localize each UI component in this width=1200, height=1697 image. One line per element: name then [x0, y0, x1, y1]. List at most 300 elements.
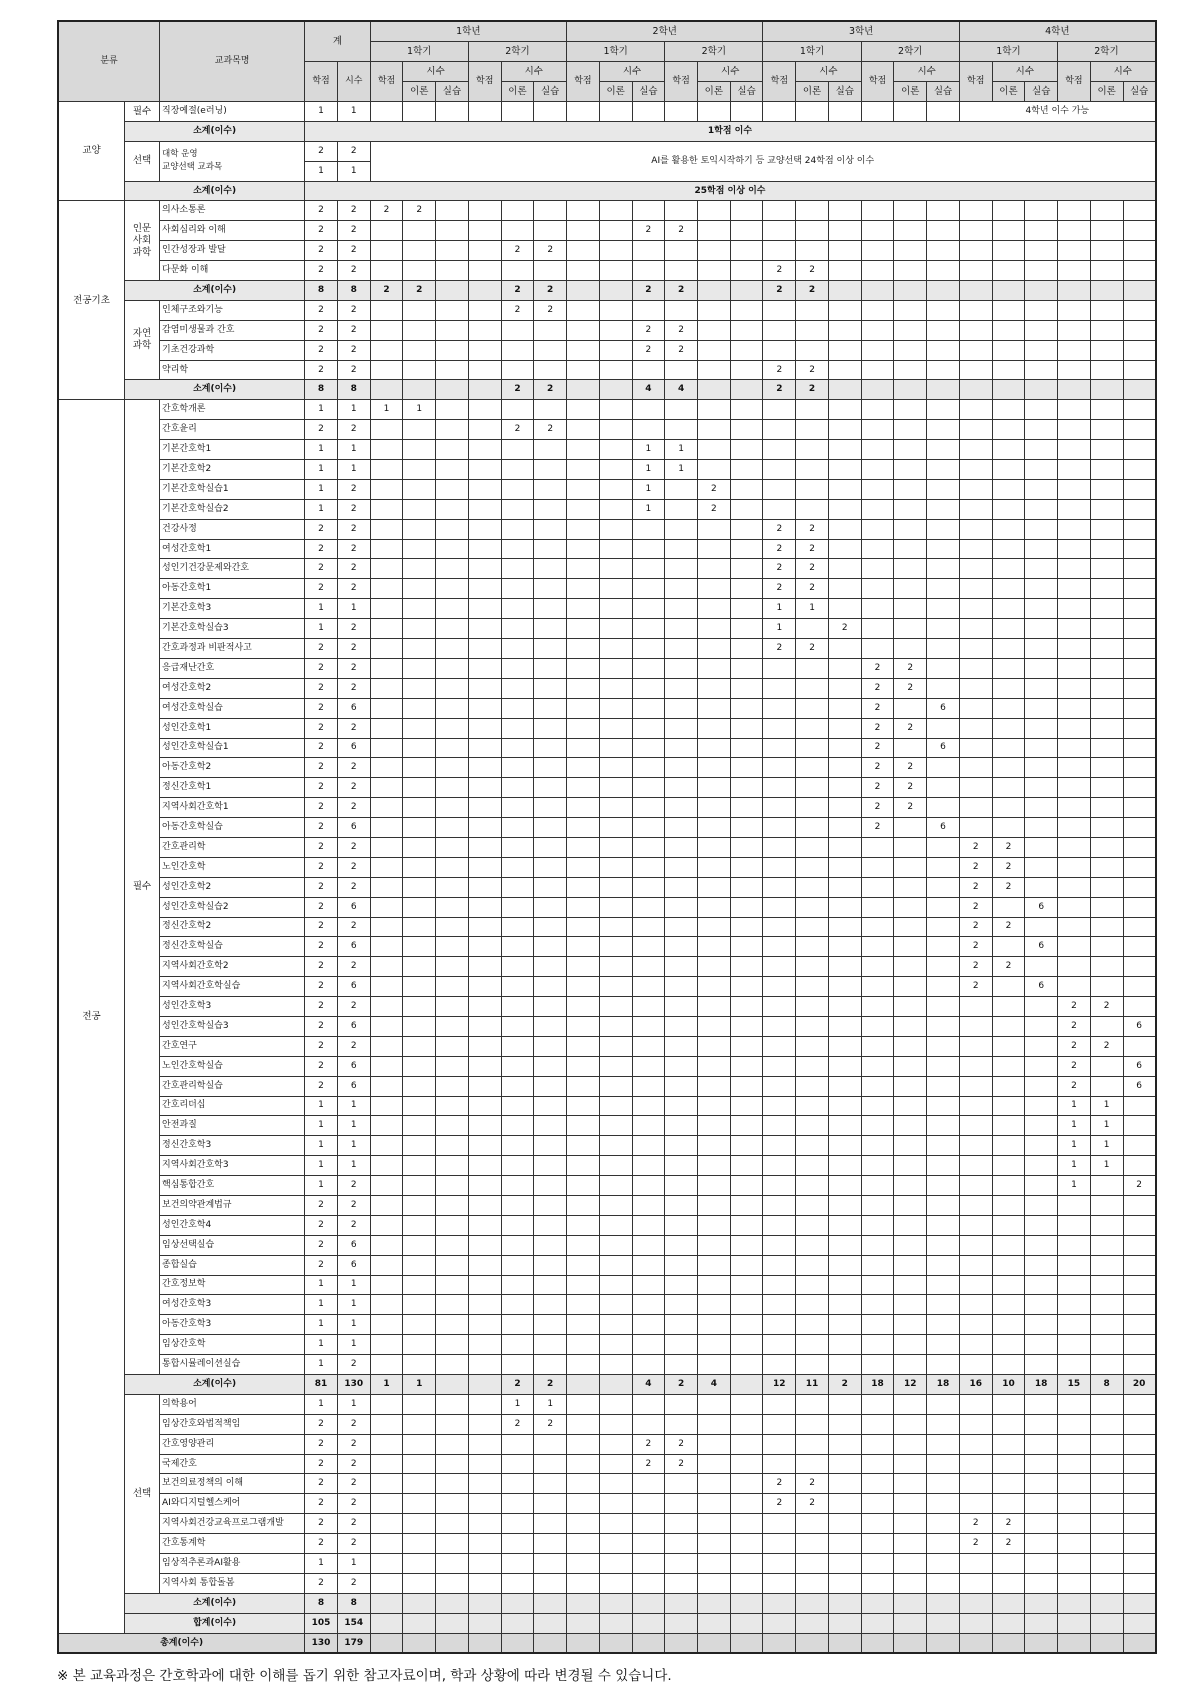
course-name: 직장예절(e러닝) — [160, 102, 305, 122]
value-cell — [927, 1036, 960, 1056]
value-cell — [796, 1275, 829, 1295]
value-cell — [599, 102, 632, 122]
value-cell — [436, 1434, 469, 1454]
value-cell — [534, 1573, 567, 1593]
value-cell — [632, 1315, 665, 1335]
value-cell — [1058, 1554, 1091, 1574]
course-name: 간호통계학 — [160, 1534, 305, 1554]
value-cell — [1123, 420, 1156, 440]
value-cell — [992, 1195, 1025, 1215]
value-cell — [1090, 1474, 1123, 1494]
total-credit: 2 — [305, 658, 338, 678]
value-cell: 2 — [665, 221, 698, 241]
value-cell: 2 — [894, 658, 927, 678]
value-cell — [927, 758, 960, 778]
course-name: 기본간호학1 — [160, 440, 305, 460]
value-cell — [567, 1514, 600, 1534]
total-credit: 2 — [305, 937, 338, 957]
header-practice: 실습 — [1123, 82, 1156, 102]
value-cell — [436, 1076, 469, 1096]
table-row — [58, 1434, 1156, 1454]
course-name: 감염미생물과 간호 — [160, 320, 305, 340]
value-cell — [632, 818, 665, 838]
value-cell — [927, 897, 960, 917]
table-row — [58, 1056, 1156, 1076]
value-cell — [697, 1633, 730, 1653]
value-cell — [599, 1215, 632, 1235]
value-cell: 20 — [1123, 1375, 1156, 1395]
total-hours: 2 — [337, 778, 370, 798]
value-cell — [665, 1593, 698, 1613]
value-cell — [468, 1156, 501, 1176]
value-cell — [599, 957, 632, 977]
value-cell — [697, 1156, 730, 1176]
value-cell — [468, 201, 501, 221]
value-cell — [927, 519, 960, 539]
value-cell — [599, 1275, 632, 1295]
value-cell — [665, 400, 698, 420]
value-cell: 4 — [632, 1375, 665, 1395]
value-cell — [697, 1016, 730, 1036]
value-cell — [468, 1454, 501, 1474]
value-cell — [665, 877, 698, 897]
table-row — [58, 698, 1156, 718]
value-cell — [1025, 818, 1058, 838]
value-cell — [730, 877, 763, 897]
value-cell — [828, 1633, 861, 1653]
value-cell — [697, 678, 730, 698]
value-cell — [632, 360, 665, 380]
value-cell — [697, 340, 730, 360]
value-cell — [1025, 579, 1058, 599]
value-cell — [370, 300, 403, 320]
value-cell: 2 — [828, 619, 861, 639]
header-semester: 2학기 — [861, 42, 959, 62]
value-cell — [1123, 261, 1156, 281]
value-cell — [927, 201, 960, 221]
value-cell — [697, 917, 730, 937]
value-cell — [468, 1355, 501, 1375]
value-cell — [370, 340, 403, 360]
value-cell — [1025, 1215, 1058, 1235]
value-cell — [697, 1056, 730, 1076]
value-cell — [534, 957, 567, 977]
total-hours: 1 — [337, 1554, 370, 1574]
value-cell — [599, 1096, 632, 1116]
value-cell — [632, 1255, 665, 1275]
value-cell — [697, 1215, 730, 1235]
total-credit: 1 — [305, 1315, 338, 1335]
value-cell — [697, 1176, 730, 1196]
value-cell — [894, 1156, 927, 1176]
value-cell — [1090, 917, 1123, 937]
value-cell — [697, 1573, 730, 1593]
value-cell — [468, 818, 501, 838]
value-cell — [763, 1534, 796, 1554]
value-cell — [599, 360, 632, 380]
value-cell — [861, 360, 894, 380]
table-row — [58, 360, 1156, 380]
value-cell — [468, 1215, 501, 1235]
value-cell — [599, 917, 632, 937]
header-total: 계 — [305, 21, 370, 62]
value-cell — [1090, 380, 1123, 400]
value-cell — [599, 340, 632, 360]
value-cell — [927, 380, 960, 400]
course-name: 핵심통합간호 — [160, 1176, 305, 1196]
value-cell — [370, 897, 403, 917]
value-cell — [1123, 1554, 1156, 1574]
value-cell: 1 — [1058, 1116, 1091, 1136]
value-cell — [632, 738, 665, 758]
value-cell — [1025, 658, 1058, 678]
value-cell — [1123, 201, 1156, 221]
value-cell — [959, 1414, 992, 1434]
value-cell — [730, 957, 763, 977]
value-cell — [599, 440, 632, 460]
value-cell — [403, 440, 436, 460]
value-cell — [1025, 758, 1058, 778]
value-cell — [959, 738, 992, 758]
value-cell — [1090, 1275, 1123, 1295]
value-cell — [403, 639, 436, 659]
value-cell: 6 — [1123, 1076, 1156, 1096]
value-cell — [861, 977, 894, 997]
table-row — [58, 619, 1156, 639]
course-name: 간호영양관리 — [160, 1434, 305, 1454]
value-cell: 2 — [665, 1434, 698, 1454]
value-cell — [894, 1176, 927, 1196]
value-cell — [501, 1494, 534, 1514]
value-cell — [796, 1215, 829, 1235]
value-cell — [861, 320, 894, 340]
total-credit: 2 — [305, 698, 338, 718]
value-cell — [1090, 1255, 1123, 1275]
value-cell — [501, 1534, 534, 1554]
value-cell — [632, 241, 665, 261]
value-cell — [730, 1414, 763, 1434]
value-cell — [1058, 1394, 1091, 1414]
header-semester: 1학기 — [763, 42, 861, 62]
value-cell — [861, 400, 894, 420]
value-cell — [501, 877, 534, 897]
course-name: 아동간호학실습 — [160, 818, 305, 838]
header-practice: 실습 — [730, 82, 763, 102]
value-cell — [959, 1096, 992, 1116]
value-cell — [697, 320, 730, 340]
value-cell — [796, 678, 829, 698]
value-cell — [796, 837, 829, 857]
total-hours: 6 — [337, 897, 370, 917]
table-row — [58, 539, 1156, 559]
value-cell — [828, 857, 861, 877]
value-cell — [403, 1494, 436, 1514]
value-cell — [697, 1315, 730, 1335]
value-cell — [959, 1156, 992, 1176]
value-cell — [828, 1096, 861, 1116]
value-cell: 2 — [959, 937, 992, 957]
value-cell — [632, 261, 665, 281]
total-hours: 2 — [337, 658, 370, 678]
value-cell — [828, 420, 861, 440]
value-cell — [403, 658, 436, 678]
value-cell — [632, 1195, 665, 1215]
value-cell — [1025, 1613, 1058, 1633]
table-row — [58, 738, 1156, 758]
course-name: 간호정보학 — [160, 1275, 305, 1295]
total-hours: 2 — [337, 997, 370, 1017]
value-cell — [1025, 400, 1058, 420]
value-cell — [534, 1315, 567, 1335]
value-cell — [599, 718, 632, 738]
course-name: 기초건강과학 — [160, 340, 305, 360]
value-cell — [796, 798, 829, 818]
value-cell — [959, 559, 992, 579]
value-cell — [1123, 738, 1156, 758]
course-name: 정신간호학2 — [160, 917, 305, 937]
value-cell — [1090, 479, 1123, 499]
value-cell — [763, 897, 796, 917]
value-cell — [370, 1215, 403, 1235]
value-cell — [861, 1116, 894, 1136]
value-cell — [894, 1036, 927, 1056]
table-row — [58, 1295, 1156, 1315]
value-cell — [730, 201, 763, 221]
value-cell — [632, 300, 665, 320]
value-cell — [1123, 917, 1156, 937]
value-cell — [599, 1116, 632, 1136]
value-cell — [534, 1454, 567, 1474]
value-cell — [894, 1514, 927, 1534]
course-name: 임상적추론과AI활용 — [160, 1554, 305, 1574]
value-cell — [468, 997, 501, 1017]
value-cell — [1058, 201, 1091, 221]
value-cell — [763, 1156, 796, 1176]
value-cell — [665, 360, 698, 380]
value-cell — [730, 1434, 763, 1454]
group-cell: 선택 — [125, 141, 160, 181]
value-cell — [697, 201, 730, 221]
value-cell: 1 — [1090, 1156, 1123, 1176]
value-cell — [534, 479, 567, 499]
value-cell — [828, 738, 861, 758]
value-cell — [697, 1096, 730, 1116]
value-cell — [992, 1136, 1025, 1156]
value-cell — [665, 579, 698, 599]
value-cell — [436, 1573, 469, 1593]
value-cell — [894, 977, 927, 997]
total-credit: 2 — [305, 1494, 338, 1514]
course-name: 정신간호학실습 — [160, 937, 305, 957]
value-cell — [1090, 718, 1123, 738]
value-cell — [370, 1454, 403, 1474]
value-cell — [436, 221, 469, 241]
value-cell — [894, 1474, 927, 1494]
course-name: 아동간호학2 — [160, 758, 305, 778]
value-cell — [861, 1534, 894, 1554]
value-cell — [468, 1195, 501, 1215]
value-cell — [763, 460, 796, 480]
value-cell: 12 — [894, 1375, 927, 1395]
table-row — [58, 221, 1156, 241]
value-cell — [697, 360, 730, 380]
value-cell — [992, 1156, 1025, 1176]
value-cell — [665, 559, 698, 579]
value-cell — [828, 499, 861, 519]
value-cell — [501, 997, 534, 1017]
value-cell — [567, 380, 600, 400]
total-credit: 1 — [305, 1355, 338, 1375]
value-cell — [632, 420, 665, 440]
value-cell — [992, 778, 1025, 798]
value-cell — [861, 380, 894, 400]
value-cell — [567, 1355, 600, 1375]
total-hours: 2 — [337, 141, 370, 161]
value-cell — [730, 798, 763, 818]
value-cell: 2 — [763, 1494, 796, 1514]
value-cell: 2 — [370, 281, 403, 301]
value-cell: 18 — [861, 1375, 894, 1395]
value-cell — [599, 698, 632, 718]
value-cell — [436, 499, 469, 519]
value-cell — [992, 1096, 1025, 1116]
value-cell — [599, 897, 632, 917]
value-cell — [403, 698, 436, 718]
value-cell — [927, 977, 960, 997]
value-cell — [828, 380, 861, 400]
value-cell — [828, 519, 861, 539]
value-cell — [894, 897, 927, 917]
value-cell — [1123, 281, 1156, 301]
value-cell — [1123, 479, 1156, 499]
value-cell — [468, 1116, 501, 1136]
value-cell — [403, 241, 436, 261]
value-cell: 1 — [1058, 1136, 1091, 1156]
value-cell — [567, 818, 600, 838]
value-cell — [534, 1355, 567, 1375]
value-cell — [959, 997, 992, 1017]
value-cell — [1058, 1255, 1091, 1275]
value-cell — [828, 798, 861, 818]
value-cell — [436, 380, 469, 400]
value-cell: 10 — [992, 1375, 1025, 1395]
value-cell: 2 — [959, 877, 992, 897]
value-cell — [1025, 1494, 1058, 1514]
value-cell — [1123, 1514, 1156, 1534]
total-hours: 2 — [337, 201, 370, 221]
value-cell — [403, 1633, 436, 1653]
table-row — [58, 1096, 1156, 1116]
total-hours: 2 — [337, 718, 370, 738]
value-cell — [1025, 698, 1058, 718]
course-name-line: 대학 운영 — [162, 148, 198, 159]
value-cell — [992, 1016, 1025, 1036]
value-cell — [828, 1016, 861, 1036]
value-cell: 8 — [1090, 1375, 1123, 1395]
value-cell — [370, 221, 403, 241]
table-row — [58, 1156, 1156, 1176]
value-cell — [927, 877, 960, 897]
total-credit: 2 — [305, 1056, 338, 1076]
value-cell — [436, 320, 469, 340]
value-cell: 2 — [992, 857, 1025, 877]
value-cell — [828, 1335, 861, 1355]
value-cell — [861, 1036, 894, 1056]
header-credit: 학점 — [567, 62, 600, 102]
value-cell — [1058, 1235, 1091, 1255]
value-cell — [861, 957, 894, 977]
value-cell — [534, 400, 567, 420]
value-cell — [370, 1136, 403, 1156]
value-cell — [468, 977, 501, 997]
value-cell — [534, 1156, 567, 1176]
value-cell — [567, 837, 600, 857]
value-cell — [828, 977, 861, 997]
table-row — [58, 1076, 1156, 1096]
value-cell — [796, 1593, 829, 1613]
value-cell — [1090, 698, 1123, 718]
value-cell — [468, 1394, 501, 1414]
table-row — [58, 937, 1156, 957]
value-cell — [436, 360, 469, 380]
value-cell — [1025, 1474, 1058, 1494]
value-cell — [1058, 380, 1091, 400]
value-cell — [861, 1195, 894, 1215]
value-cell — [697, 300, 730, 320]
total-credit: 2 — [305, 798, 338, 818]
value-cell — [665, 1355, 698, 1375]
value-cell — [403, 559, 436, 579]
value-cell — [763, 320, 796, 340]
value-cell — [599, 1534, 632, 1554]
value-cell: 6 — [927, 818, 960, 838]
subtotal-row — [58, 1375, 1156, 1395]
value-cell — [796, 1514, 829, 1534]
value-cell — [927, 420, 960, 440]
value-cell — [1123, 1275, 1156, 1295]
course-name: 아동간호학1 — [160, 579, 305, 599]
value-cell — [828, 1036, 861, 1056]
value-cell — [1058, 579, 1091, 599]
course-name: 통합시뮬레이션실습 — [160, 1355, 305, 1375]
value-cell — [632, 1295, 665, 1315]
table-row — [58, 1215, 1156, 1235]
value-cell — [599, 1195, 632, 1215]
value-cell — [828, 778, 861, 798]
header-hours: 시수 — [403, 62, 468, 82]
value-cell — [436, 1036, 469, 1056]
value-cell — [1090, 1056, 1123, 1076]
value-cell — [567, 917, 600, 937]
value-cell — [1025, 241, 1058, 261]
value-cell — [992, 1176, 1025, 1196]
value-cell: 2 — [1058, 997, 1091, 1017]
value-cell: 2 — [632, 221, 665, 241]
value-cell — [1123, 877, 1156, 897]
header-year: 3학년 — [763, 21, 959, 42]
value-cell — [697, 1116, 730, 1136]
value-cell — [436, 818, 469, 838]
value-cell — [403, 1255, 436, 1275]
value-cell — [959, 360, 992, 380]
total-credit: 2 — [305, 420, 338, 440]
value-cell — [992, 1474, 1025, 1494]
total-credit: 1 — [305, 1295, 338, 1315]
value-cell — [992, 698, 1025, 718]
value-cell — [632, 1514, 665, 1534]
total-credit: 1 — [305, 161, 338, 181]
value-cell — [1058, 599, 1091, 619]
